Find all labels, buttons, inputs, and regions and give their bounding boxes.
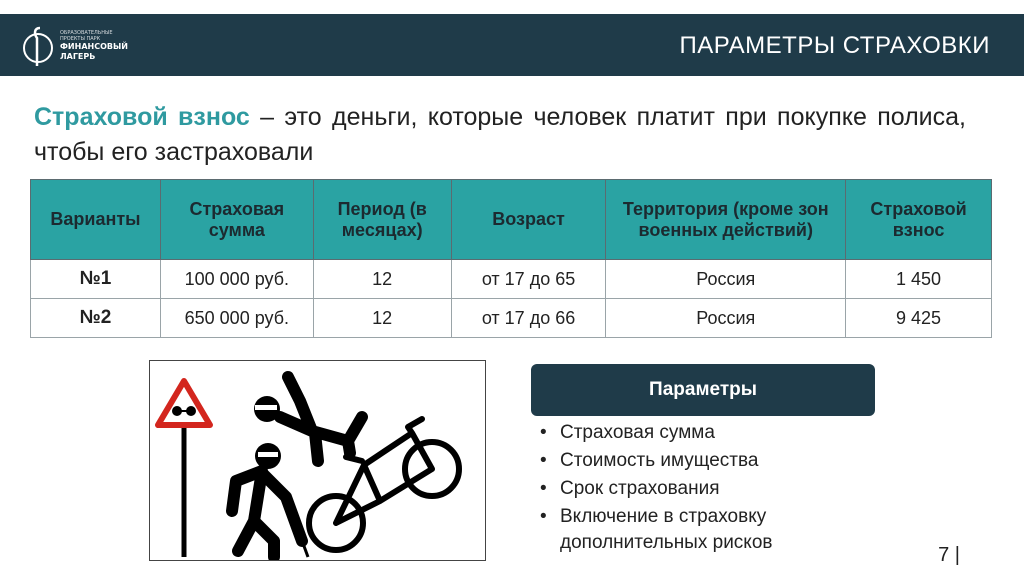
header-period: Период (в месяцах) bbox=[313, 180, 451, 260]
header-bar bbox=[0, 14, 1024, 76]
accident-illustration bbox=[149, 360, 486, 561]
logo-emblem-icon bbox=[20, 24, 56, 68]
cyclist-accident-icon bbox=[150, 361, 485, 560]
cell-age: от 17 до 66 bbox=[451, 299, 606, 338]
list-item: • Срок страхования bbox=[540, 476, 840, 502]
table-row bbox=[31, 260, 992, 299]
cell-sum: 650 000 руб. bbox=[160, 299, 313, 338]
list-item: • Стоимость имущества bbox=[540, 448, 840, 474]
bullet-icon: • bbox=[540, 478, 547, 499]
list-item: • Страховая сумма bbox=[540, 420, 840, 446]
logo bbox=[20, 22, 160, 70]
parameters-header: Параметры bbox=[531, 364, 875, 416]
cell-period: 12 bbox=[313, 299, 451, 338]
logo-name: ФИНАНСОВЫЙ ЛАГЕРЬ bbox=[60, 42, 128, 61]
definition-text: – это деньги, которые человек платит при покупке полиса, чтобы его застраховали bbox=[34, 103, 966, 166]
header-insured-sum: Страховая сумма bbox=[160, 180, 313, 260]
logo-subtitle: ОБРАЗОВАТЕЛЬНЫЕ ПРОЕКТЫ ПАРК bbox=[60, 30, 113, 42]
page-divider: | bbox=[954, 544, 960, 566]
cell-variant: №1 bbox=[31, 260, 161, 299]
page-number: 7 | bbox=[938, 544, 960, 566]
slide-title: ПАРАМЕТРЫ СТРАХОВКИ bbox=[679, 32, 990, 59]
logo-text bbox=[60, 30, 128, 62]
parameters-list bbox=[540, 420, 840, 558]
list-item: • Включение в страховку дополнительных рисков bbox=[540, 506, 773, 553]
cell-age: от 17 до 65 bbox=[451, 260, 606, 299]
insurance-table bbox=[30, 179, 992, 338]
bullet-icon: • bbox=[540, 422, 547, 443]
cell-territory: Россия bbox=[606, 299, 846, 338]
header-age: Возраст bbox=[451, 180, 606, 260]
cell-premium: 1 450 bbox=[846, 260, 992, 299]
header-premium: Страховой взнос bbox=[846, 180, 992, 260]
definition-paragraph bbox=[34, 100, 966, 170]
bullet-icon: • bbox=[540, 450, 547, 471]
table-header-row bbox=[31, 180, 992, 260]
header-variants: Варианты bbox=[31, 180, 161, 260]
cell-territory: Россия bbox=[606, 260, 846, 299]
cell-sum: 100 000 руб. bbox=[160, 260, 313, 299]
bullet-icon: • bbox=[540, 506, 547, 527]
header-territory: Территория (кроме зон военных действий) bbox=[606, 180, 846, 260]
cell-variant: №2 bbox=[31, 299, 161, 338]
cell-period: 12 bbox=[313, 260, 451, 299]
definition-term: Страховой взнос bbox=[34, 103, 250, 131]
cell-premium: 9 425 bbox=[846, 299, 992, 338]
table-row bbox=[31, 299, 992, 338]
